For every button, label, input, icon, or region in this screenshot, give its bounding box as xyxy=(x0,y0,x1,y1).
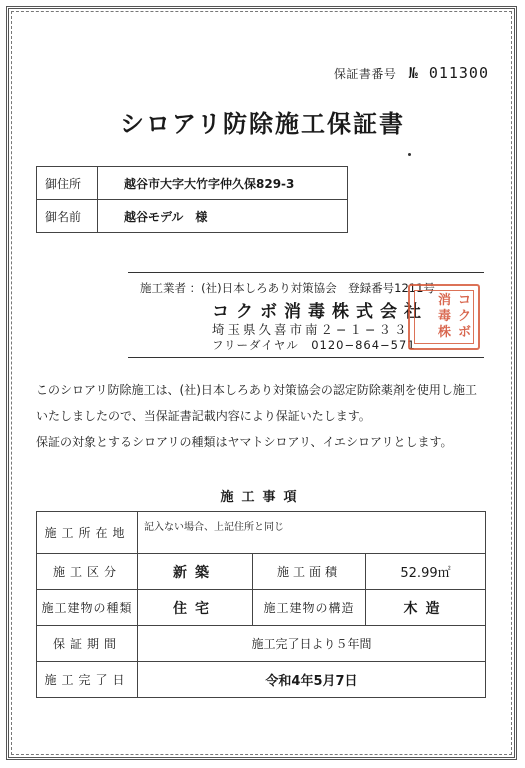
guarantee-text xyxy=(36,377,488,455)
company-seal xyxy=(408,284,480,350)
period-label: 保証期間 xyxy=(37,626,138,662)
location-label: 施工所在地 xyxy=(37,512,138,554)
seal-char: ク xyxy=(458,309,472,324)
client-table xyxy=(36,166,348,233)
seal-char: 毒 xyxy=(438,309,452,324)
address-label: 御住所 xyxy=(37,167,98,200)
certificate-number-value xyxy=(409,64,489,82)
spec-table xyxy=(36,511,486,698)
seal-char: コ xyxy=(458,293,472,308)
table-row xyxy=(37,554,486,590)
certificate-number xyxy=(334,64,489,82)
date-value: 令和4年5月7日 xyxy=(138,662,486,698)
contractor-phone: フリーダイヤル 0120−864−571 xyxy=(212,338,416,352)
structure-value: 木造 xyxy=(366,590,486,626)
name-value: 越谷モデル 様 xyxy=(98,200,348,233)
contractor-address: 埼玉県久喜市南２−１−３３ xyxy=(212,322,410,337)
building-label: 施工建物の種類 xyxy=(37,590,138,626)
certificate-number-label: 保証書番号 xyxy=(333,67,397,81)
guarantee-line: このシロアリ防除施工は、(社)日本しろあり対策協会の認定防除薬剤を使用し施工 xyxy=(36,383,477,397)
type-value: 新築 xyxy=(138,554,253,590)
table-row xyxy=(37,626,486,662)
table-row xyxy=(37,167,348,200)
guarantee-line: いたしましたので、当保証書記載内容により保証いたします。 xyxy=(36,409,371,423)
seal-char: 消 xyxy=(438,293,452,308)
spec-heading: 施工事項 xyxy=(220,490,305,505)
table-row xyxy=(37,590,486,626)
table-row xyxy=(37,662,486,698)
type-label: 施工区分 xyxy=(37,554,138,590)
address-value: 越谷市大字大竹字仲久保829-3 xyxy=(98,167,348,200)
speck xyxy=(408,153,411,156)
building-value: 住宅 xyxy=(138,590,253,626)
table-row xyxy=(37,512,486,554)
name-label: 御名前 xyxy=(37,200,98,233)
contractor-company: コクボ消毒株式会社 xyxy=(212,302,428,322)
date-label: 施工完了日 xyxy=(37,662,138,698)
seal-char: ボ xyxy=(458,325,472,340)
location-value: 記入ない場合、上記住所と同じ xyxy=(138,512,486,554)
table-row xyxy=(37,200,348,233)
seal-char: 株 xyxy=(438,325,452,340)
period-value: 施工完了日より５年間 xyxy=(138,626,486,662)
structure-label: 施工建物の構造 xyxy=(253,590,366,626)
page-title: シロアリ防除施工保証書 xyxy=(119,110,406,138)
guarantee-line: 保証の対象とするシロアリの種類はヤマトシロアリ、イエシロアリとします。 xyxy=(36,435,453,449)
number-digits: 011300 xyxy=(428,64,489,82)
area-value: 52.99㎡ xyxy=(366,554,486,590)
area-label: 施工面積 xyxy=(253,554,366,590)
number-mark: № xyxy=(408,64,419,82)
contractor-registration: 施工業者 ：(社)日本しろあり対策協会 登録番号1211号 xyxy=(140,281,435,295)
